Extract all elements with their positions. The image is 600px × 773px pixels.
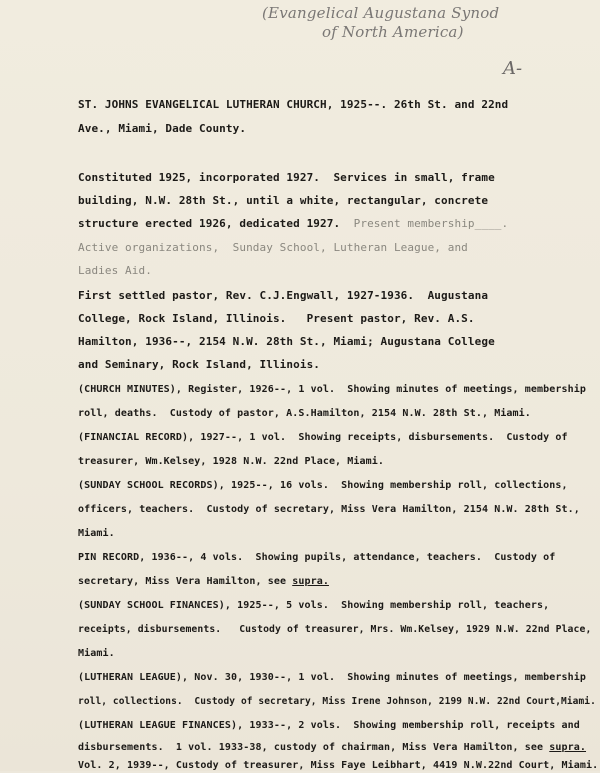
- handwritten-mark: A-: [503, 58, 523, 79]
- record-line: roll, deaths. Custody of pastor, A.S.Hamilton, 2154 N.W. 28th St., Miami.: [78, 408, 531, 419]
- handwritten-annotation: [262, 4, 562, 42]
- record-line: roll, collections. Custody of secretary, Miss Irene Johnson, 2199 N.W. 22nd Court,Miami.: [78, 696, 596, 707]
- para2-line-1: First settled pastor, Rev. C.J.Engwall, 1927-1936. Augustana: [78, 289, 489, 302]
- record-line: receipts, disbursements. Custody of treasurer, Mrs. Wm.Kelsey, 1929 N.W. 22nd Place,: [78, 624, 592, 635]
- para1-line-3-text: structure erected 1926, dedicated 1927.: [78, 217, 341, 230]
- record-line: (LUTHERAN LEAGUE), Nov. 30, 1930--, 1 vol. Showing minutes of meetings, membership: [78, 672, 587, 683]
- supra-reference: supra.: [292, 576, 329, 587]
- record-line: (FINANCIAL RECORD), 1927--, 1 vol. Showing receipts, disbursements. Custody of: [78, 432, 568, 443]
- record-line: Miami.: [78, 648, 115, 659]
- handwritten-line-1: (Evangelical Augustana Synod: [262, 4, 500, 22]
- record-line: officers, teachers. Custody of secretary, Miss Vera Hamilton, 2154 N.W. 28th St.,: [78, 504, 580, 515]
- handwritten-line-2: of North America): [322, 23, 464, 41]
- membership-blank: Present membership____.: [340, 217, 509, 230]
- record-line: PIN RECORD, 1936--, 4 vols. Showing pupils, attendance, teachers. Custody of: [78, 552, 556, 563]
- record-line: [78, 575, 329, 589]
- record-line: (SUNDAY SCHOOL RECORDS), 1925--, 16 vols. Showing membership roll, collections,: [78, 480, 568, 491]
- para1-line-5: Ladies Aid.: [78, 264, 152, 277]
- record-line: (LUTHERAN LEAGUE FINANCES), 1933--, 2 vols. Showing membership roll, receipts and: [78, 720, 580, 731]
- supra-reference: supra.: [549, 742, 587, 753]
- record-line: (SUNDAY SCHOOL FINANCES), 1925--, 5 vols. Showing membership roll, teachers,: [78, 600, 550, 611]
- record-line: treasurer, Wm.Kelsey, 1928 N.W. 22nd Place, Miami.: [78, 456, 385, 467]
- record-line: (CHURCH MINUTES), Register, 1926--, 1 vol. Showing minutes of meetings, membership: [78, 384, 587, 395]
- record-line-text: disbursements. 1 vol. 1933-38, custody of chairman, Miss Vera Hamilton, see: [78, 742, 550, 753]
- heading-line-2: Ave., Miami, Dade County.: [78, 122, 247, 135]
- para1-line-4: Active organizations, Sunday School, Lutheran League, and: [78, 241, 468, 254]
- record-line-text: secretary, Miss Vera Hamilton, see: [78, 576, 293, 587]
- para1-line-2: building, N.W. 28th St., until a white, rectangular, concrete: [78, 194, 489, 207]
- para1-line-1: Constituted 1925, incorporated 1927. Services in small, frame: [78, 171, 495, 184]
- para2-line-2: College, Rock Island, Illinois. Present pastor, Rev. A.S.: [78, 312, 475, 325]
- record-line: [78, 741, 586, 755]
- para2-line-4: and Seminary, Rock Island, Illinois.: [78, 358, 321, 371]
- para1-line-3: [78, 217, 508, 231]
- heading-line-1: ST. JOHNS EVANGELICAL LUTHERAN CHURCH, 1925--. 26th St. and 22nd: [78, 98, 509, 111]
- para2-line-3: Hamilton, 1936--, 2154 N.W. 28th St., Miami; Augustana College: [78, 335, 495, 348]
- record-line: Miami.: [78, 528, 115, 539]
- record-line: Vol. 2, 1939--, Custody of treasurer, Miss Faye Leibhart, 4419 N.W.22nd Court, Miami.: [78, 760, 599, 771]
